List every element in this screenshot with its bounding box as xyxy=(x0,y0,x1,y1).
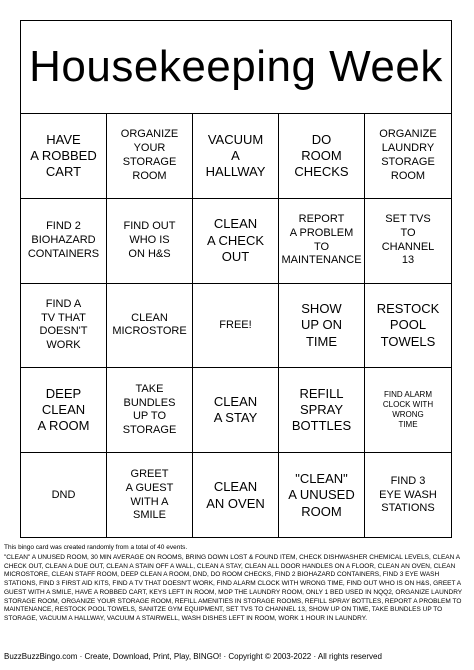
card-title: Housekeeping Week xyxy=(29,42,443,91)
card-info xyxy=(4,544,470,624)
bingo-cell-label: HAVE A ROBBED CART xyxy=(30,131,97,180)
bingo-cell[interactable] xyxy=(365,114,451,199)
bingo-cell[interactable] xyxy=(365,284,451,369)
bingo-cell-label: "CLEAN" A UNUSED ROOM xyxy=(288,471,355,519)
bingo-cell-label: ORGANIZE YOUR STORAGE ROOM xyxy=(120,128,179,182)
bingo-cell-label: FIND 2 BIOHAZARD CONTAINERS xyxy=(27,220,100,260)
bingo-cell[interactable] xyxy=(193,453,279,538)
bingo-cell[interactable] xyxy=(365,368,451,453)
bingo-cell-label: FIND A TV THAT DOESN'T WORK xyxy=(39,297,88,352)
bingo-cell[interactable] xyxy=(279,114,365,199)
bingo-cell-label: SET TVS TO CHANNEL 13 xyxy=(381,213,435,267)
bingo-cell-label: CLEAN AN OVEN xyxy=(206,479,265,511)
bingo-cell-label: DND xyxy=(51,488,76,501)
bingo-cell[interactable] xyxy=(279,199,365,284)
info-summary: This bingo card was created randomly from a total of 40 events. xyxy=(4,544,188,551)
bingo-cell-label: FIND 3 EYE WASH STATIONS xyxy=(379,474,437,515)
bingo-cell-label: FIND ALARM CLOCK WITH WRONG TIME xyxy=(382,390,434,430)
bingo-cell[interactable] xyxy=(193,114,279,199)
bingo-cell-label: REPORT A PROBLEM TO MAINTENANCE xyxy=(281,213,362,267)
bingo-cell[interactable] xyxy=(365,199,451,284)
bingo-grid xyxy=(21,114,451,538)
bingo-cell[interactable] xyxy=(365,453,451,538)
bingo-cell-label: RESTOCK POOL TOWELS xyxy=(376,301,440,349)
bingo-cell[interactable] xyxy=(193,199,279,284)
bingo-cell-label: VACUUM A HALLWAY xyxy=(205,131,266,180)
bingo-cell-label: FREE! xyxy=(219,318,252,331)
bingo-cell-label: CLEAN MICROSTORE xyxy=(112,311,187,338)
bingo-cell[interactable] xyxy=(279,453,365,538)
bingo-cell-label: GREET A GUEST WITH A SMILE xyxy=(125,468,174,522)
bingo-cell-label: ORGANIZE LAUNDRY STORAGE ROOM xyxy=(379,128,437,182)
bingo-cell-label: DEEP CLEAN A ROOM xyxy=(37,385,90,434)
bingo-cell[interactable] xyxy=(193,284,279,369)
bingo-cell[interactable] xyxy=(107,453,193,538)
bingo-cell[interactable] xyxy=(21,453,107,538)
bingo-cell[interactable] xyxy=(193,368,279,453)
bingo-cell-label: FIND OUT WHO IS ON H&S xyxy=(123,220,176,260)
info-event-list: "CLEAN" A UNUSED ROOM, 30 MIN AVERAGE ON ROOMS, BRING DOWN LOST & FOUND ITEM, CHECK DISHWASHER CHEMICAL LEVELS, CLEAN A CHECK OUT, CLEAN A DUE OUT, CLEAN A STAIN OFF A WALL, CLEAN A STAY, CLEAN ALL DOOR HANDLES ON A FLOOR, CLEAN AN OVEN, CLEAN MICROSTORE, CLEAN STAFF ROOM, DEEP CLEAN A ROOM, DND, DO ROOM CHECKS, FIND 2 BIOHAZARD CONTAINERS, FIND 3 EYE WASH STATIONS, FIND 3 FIRST AID KITS, FIND A TV THAT DOESN'T WORK, FIND ALARM CLOCK WITH WRONG TIME, FIND OUT WHO IS ON H&S, GREET A GUEST WITH A SMILE, HAVE A ROBBED CART, KEYS LEFT IN ROOM, MOP THE LAUNDRY ROOM, ONLY 1 BED USED IN NQQ2, ORGANIZE LAUNDRY STORAGE ROOM, ORGANIZE YOUR STORAGE ROOM, REFILL AMENITIES IN STORAGE ROOMS, REFILL SPRAY BOTTLES, REPORT A PROBLEM TO MAINTENANCE, RESTOCK POOL TOWELS, SANITZE GYM EQUIPMENT, SET TVS TO CHANNEL 13, SHOW UP ON TIME, TAKE BUNDLES UP TO STORAGE, VACUUM A HALLWAY, VACUUM A STAIRWELL, WASH DISHES LEFT IN ROOM, WORK 1 HOUR IN LAUNDRY. xyxy=(4,553,463,623)
bingo-cell-label: CLEAN A STAY xyxy=(213,394,258,426)
footer-text: BuzzBuzzBingo.com · Create, Download, Print, Play, BINGO! · Copyright © 2003-2022 · All rights reserved xyxy=(4,652,382,661)
bingo-cell[interactable] xyxy=(21,114,107,199)
bingo-cell[interactable] xyxy=(107,284,193,369)
bingo-cell[interactable] xyxy=(107,199,193,284)
bingo-cell-label: REFILL SPRAY BOTTLES xyxy=(291,385,352,434)
bingo-cell[interactable] xyxy=(21,368,107,453)
bingo-cell-label: CLEAN A CHECK OUT xyxy=(206,216,265,264)
bingo-cell-label: TAKE BUNDLES UP TO STORAGE xyxy=(122,382,177,437)
bingo-cell[interactable] xyxy=(279,284,365,369)
bingo-cell[interactable] xyxy=(21,199,107,284)
bingo-cell[interactable] xyxy=(21,284,107,369)
title-box xyxy=(21,21,451,114)
bingo-cell[interactable] xyxy=(107,368,193,453)
bingo-card xyxy=(20,20,452,538)
bingo-cell[interactable] xyxy=(279,368,365,453)
bingo-cell-label: SHOW UP ON TIME xyxy=(301,301,342,349)
bingo-cell-label: DO ROOM CHECKS xyxy=(294,131,349,180)
bingo-cell[interactable] xyxy=(107,114,193,199)
